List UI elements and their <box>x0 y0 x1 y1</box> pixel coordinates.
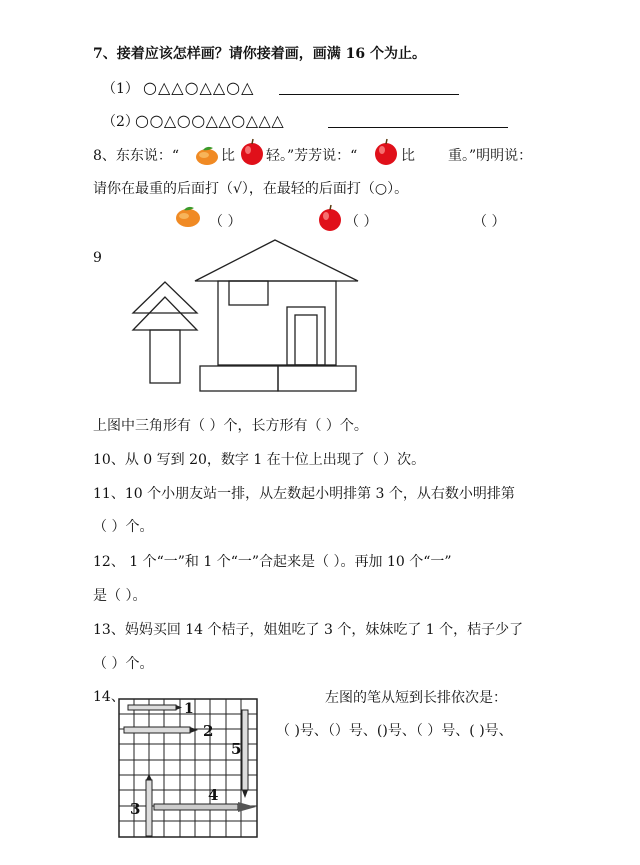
q7-part1-shapes: ○△△○△△○△ <box>143 78 255 97</box>
orange-icon <box>194 143 220 167</box>
q10-text: 10、从 0 写到 20，数字 1 在十位上出现了（ ）次。 <box>93 452 426 468</box>
q14-number: 14、 <box>93 689 125 705</box>
q14-prompt: 左图的笔从短到长排依次是： <box>325 690 507 706</box>
q8-answer-paren-2[interactable]: （ ） <box>345 214 378 230</box>
q7-part1-answer-line[interactable] <box>279 94 459 95</box>
q13-line2: （ ）个。 <box>93 656 154 672</box>
pen-5 <box>242 710 248 798</box>
apple-icon <box>239 138 265 166</box>
q7-part1-label: （1） <box>102 81 139 97</box>
q8-line1-d: 比 <box>401 148 415 164</box>
house-figure <box>125 235 365 395</box>
q13-line1: 13、妈妈买回 14 个桔子，姐姐吃了 3 个，妹妹吃了 1 个，桔子少了 <box>93 622 524 638</box>
q7-part2-answer-line[interactable] <box>328 127 508 128</box>
q11-line1: 11、10 个小朋友站一排，从左数起小明排第 3 个，从右数小明排第 <box>93 486 515 502</box>
q7-part2-label: （2） <box>102 114 139 130</box>
q12-line2: 是（ ）。 <box>93 588 147 604</box>
q12-line1: 12、 1 个“一”和 1 个“一”合起来是（ ）。再加 10 个“一” <box>93 554 452 570</box>
q14-answer[interactable]: （ )号、（）号、()号、（ ）号、( )号、 <box>276 723 513 739</box>
pen-label-2: 2 <box>203 722 214 740</box>
orange-icon-row <box>174 203 202 229</box>
q8-answer-paren-3[interactable]: （ ） <box>473 214 506 230</box>
q8-answer-paren-1[interactable]: （ ） <box>209 214 242 230</box>
pen-label-4: 4 <box>208 786 219 804</box>
q8-line1-e: 重。”明明说： <box>448 148 533 164</box>
pen-label-5: 5 <box>231 740 242 758</box>
q8-line1-c: 轻。”芳芳说：“ <box>266 148 358 164</box>
apple-icon-2 <box>373 138 399 166</box>
q9-question: 上图中三角形有（ ）个，长方形有（ ）个。 <box>93 418 368 434</box>
pen-label-3: 3 <box>130 800 141 818</box>
apple-icon-row <box>317 204 343 232</box>
pen-grid <box>118 698 260 840</box>
pen-2 <box>124 727 198 733</box>
pen-4 <box>154 802 256 812</box>
q11-line2: （ ）个。 <box>93 519 154 535</box>
q9-number: 9 <box>93 250 102 266</box>
q8-line2: 请你在最重的后面打（√），在最轻的后面打（○）。 <box>93 181 409 197</box>
pen-label-1: 1 <box>184 701 194 717</box>
pen-1 <box>128 705 182 710</box>
q8-line1-b: 比 <box>221 148 235 164</box>
q7-part2-shapes: ○○△○○△△○△△△ <box>135 111 285 130</box>
q8-line1-a: 8、东东说：“ <box>93 148 180 164</box>
pen-3 <box>146 774 152 836</box>
q7-title: 7、接着应该怎样画？请你接着画，画满 16 个为止。 <box>93 46 426 62</box>
